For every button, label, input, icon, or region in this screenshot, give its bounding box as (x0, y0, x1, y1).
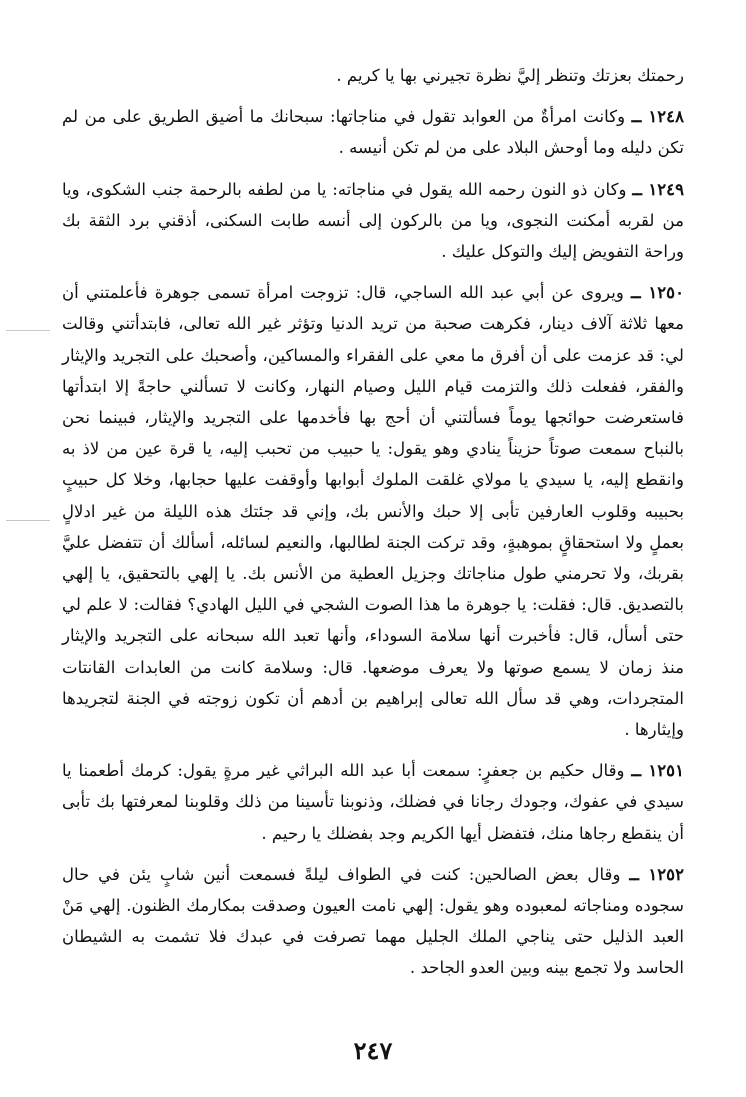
paragraph-1250 (62, 277, 684, 745)
paragraph-1248 (62, 101, 684, 163)
entry-number: ١٢٥٠ ــ (631, 282, 685, 303)
paragraph-text: وكانت امرأةٌ من العوابد تقول في مناجاتها: سبحانك ما أضيق الطريق على من لم تكن دليله وما أوحش البلاد على من لم تكن أنيسه . (62, 107, 684, 158)
paragraph-1251 (62, 755, 684, 849)
paragraph-text: وقال بعض الصالحين: كنت في الطواف ليلةً فسمعت أنين شابٍ يئن في حال سجوده ومناجاته لمعبوده وهو يقول: إلهي نامت العيون وصدقت بمكارمك الظنون. إلهي مَنْ العبد الذليل حتى يناجي الملك الجليل مهما تصرفت في عبدك فلا تشمت به الشيطان الحاسد ولا تجمع بينه وبين العدو الجاحد . (62, 864, 684, 978)
scan-edge-mark (6, 330, 50, 331)
paragraph-text: ويروى عن أبي عبد الله الساجي، قال: تزوجت امرأة تسمى جوهرة فأعلمتني أن معها ثلاثة آلاف دينار، فكرهت صحبة من تريد الدنيا وتؤثر غير الله تعالى، فابتدأتني وقالت لي: قد عزمت على أن أفرق ما معي على الفقراء والمساكين، وأصحبك على التجريد والإيثار والفقر، ففعلت ذلك والتزمت قيام الليل وصيام النهار، وكانت لا تسألني حاجةً إلا ابتدأتها فاستعرضت حوائجها يوماً فسألتني أن أحج بها فأخدمها على التجريد والإيثار، فبينما نحن بالنباح سمعت صوتاً حزيناً ينادي وهو يقول: يا حبيب من تحبب إليه، يا قرة عين من لاذ به وانقطع إليه، يا سيدي يا مولاي غلقت الملوك أبوابها وأوقفت عليها حجابها، وخلا كل حبيبٍ بحبيبه وقلوب العارفين تأبى إلا حبك والأنس بك، وإني قد جئتك هذه الليلة من غير ادلالٍ بعملٍ ولا استحقاقٍ بموهبةٍ، وقد تركت الجنة لطالبها، والنعيم لسائله، أسألك أن تتفضل عليَّ بقربك، ولا تحرمني طول مناجاتك وجزيل العطية من الأنس بك. يا إلهي بالتحقيق، يا إلهي بالتصديق. قال: فقلت: يا جوهرة ما هذا الصوت الشجي في الليل الهادي؟ فقالت: لا علم لي حتى أسأل، قال: فأخبرت أنها سلامة السوداء، وأنها تعبد الله سبحانه على التجريد والإيثار منذ زمان لا يسمع صوتها ولا يعرف موضعها. قال: وسلامة كانت من العابدات القانتات المتجردات، وهي قد سأل الله تعالى إبراهيم بن أدهم أن تكون زوجته في الجنة لتجريدها وإيثارها . (62, 283, 684, 740)
paragraph-text: رحمتك بعزتك وتنظر إليَّ نظرة تجيرني بها يا كريم . (336, 66, 684, 85)
paragraph-text: وكان ذو النون رحمه الله يقول في مناجاته: يا من لطفه بالرحمة جنب الشكوى، ويا من لقربه أمكنت النجوى، ويا من بالركون إلى أنسه طابت السكنى، أذقني برد الثقة بك وراحة التفويض إليك والتوكل عليك . (62, 179, 684, 262)
entry-number: ١٢٥١ ــ (631, 760, 684, 781)
page-text (62, 54, 684, 994)
entry-number: ١٢٤٩ ــ (632, 178, 685, 199)
paragraph-1252 (62, 859, 684, 984)
page-number: ٢٤٧ (353, 1036, 393, 1065)
entry-number: ١٢٤٨ ــ (631, 106, 684, 127)
paragraph-1249 (62, 174, 684, 268)
entry-number: ١٢٥٢ ــ (629, 863, 685, 884)
paragraph-text: وقال حكيم بن جعفرٍ: سمعت أبا عبد الله البراثي غير مرةٍ يقول: كرمك أطعمنا يا سيدي في عفوك، وجودك رجانا في فضلك، وذنوبنا تأسينا من ذلك وقلوبنا لمعرفتها بك تأبى أن ينقطع رجاها منك، فتفضل أيها الكريم وجد بفضلك يا رحيم . (62, 761, 684, 843)
scan-edge-mark (6, 520, 50, 521)
paragraph-continuation (62, 60, 684, 91)
